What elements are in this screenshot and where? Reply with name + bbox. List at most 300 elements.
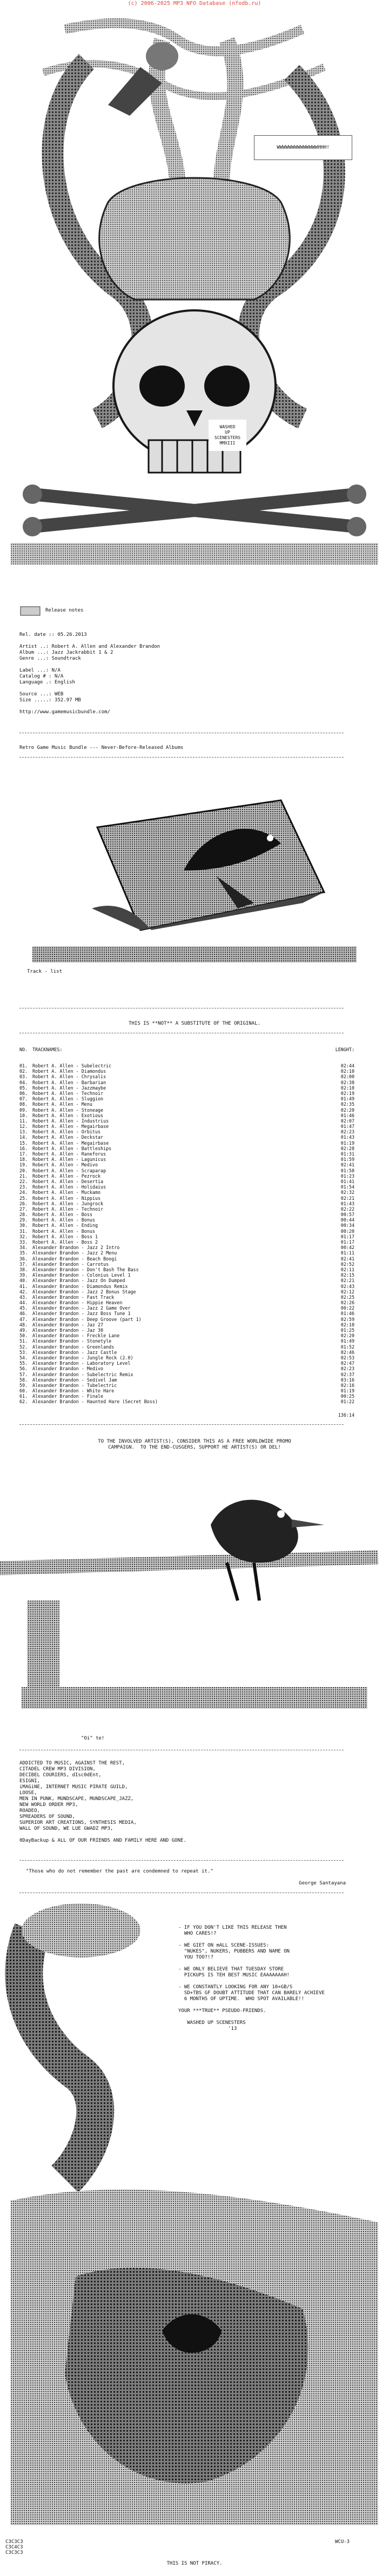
release-info [19,626,389,715]
track-title: Alexander Brandon - Jazz 2 Bonus Stage [32,1289,136,1294]
track-length: 01:54 [340,1184,354,1190]
track-number: 34. [19,1245,28,1251]
track-length: 02:19 [340,1090,354,1096]
quote-text: "Those who do not remember the past are condemned to repeat it." [26,1869,213,1874]
label: Label ...: N/A [19,668,61,673]
track-title: Robert A. Allen - Menu [32,1101,92,1107]
track-row [19,1311,354,1316]
track-length: 01:49 [340,1338,354,1344]
track-row [19,1168,354,1173]
track-number: 13. [19,1129,28,1135]
track-title: Robert A. Allen - Boss [32,1212,92,1218]
track-title: Robert A. Allen - Bonus [32,1217,95,1223]
source: Source ...: WEB [19,692,64,697]
track-length: 00:25 [340,1393,354,1399]
track-number: 10. [19,1112,28,1118]
manifesto-line: YOU TOO?!? [178,1955,214,1960]
track-number: 24. [19,1190,28,1196]
greet-line: LOOSE, [19,1790,37,1796]
track-row [19,1229,354,1234]
track-row [19,1239,354,1245]
track-title: Robert A. Allen - Chrysalis [32,1074,106,1080]
track-title: Alexander Brandon - Laboratory Level [32,1360,131,1366]
track-row [19,1107,354,1113]
track-title: Robert A. Allen - Raneforus [32,1151,106,1157]
track-title: Alexander Brandon - Diamondus Remix [32,1283,128,1289]
track-row [19,1383,354,1388]
track-row [19,1272,354,1278]
track-length: 02:11 [340,1266,354,1272]
album: Album ...: Jazz Jackrabbit 1 & 2 [19,650,113,655]
track-length: 01:19 [340,1388,354,1394]
track-row [19,1393,354,1399]
track-length: 02:10 [340,1068,354,1074]
track-length: 00:20 [340,1228,354,1234]
track-title: Robert A. Allen - Barbarian [32,1079,106,1085]
sign-line: SCENESTERS [214,435,241,440]
quote-author: George Santayana [299,1881,346,1886]
track-length: 00:34 [340,1223,354,1229]
track-number: 37. [19,1261,28,1267]
track-length: 01:17 [340,1233,354,1239]
track-row [19,1212,354,1217]
track-row [19,1338,354,1344]
release-notes-icon [19,606,41,616]
support-note [0,1433,389,1451]
track-length: 02:47 [340,1360,354,1366]
track-number: 51. [19,1338,28,1344]
track-row [19,1206,354,1212]
track-length: 02:07 [340,1118,354,1124]
track-number: 61. [19,1393,28,1399]
track-number: 07. [19,1096,28,1102]
track-number: 22. [19,1178,28,1184]
track-title: Robert A. Allen - Boss 1 [32,1233,98,1239]
track-number: 25. [19,1195,28,1201]
track-title: Alexander Brandon - Jazz 2 Intro [32,1245,120,1251]
track-title: Robert A. Allen - Lagunicus [32,1157,106,1163]
track-number: 20. [19,1167,28,1173]
track-length: 02:00 [340,1074,354,1080]
track-number: 03. [19,1074,28,1080]
track-row [19,1360,354,1366]
track-row [19,1129,354,1134]
track-row [19,1278,354,1283]
track-title: Alexander Brandon - Haunted Hare (Secret Boss) [32,1399,158,1405]
track-number: 04. [19,1079,28,1085]
greets [19,1761,389,1844]
track-title: Alexander Brandon - Greenlands [32,1344,115,1350]
track-length: 01:19 [340,1140,354,1146]
divider [19,757,344,758]
track-length: 02:41 [340,1256,354,1262]
track-row [19,1223,354,1228]
track-number: 28. [19,1212,28,1218]
track-number: 29. [19,1217,28,1223]
track-row [19,1184,354,1190]
track-title: Robert A. Allen - Megairbase [32,1124,109,1130]
bird-scroll-art [0,768,389,973]
track-row [19,1068,354,1074]
track-title: Robert A. Allen - Boss 2 [32,1239,98,1245]
track-row [19,1322,354,1327]
site-header: (c) 2006-2025 MP3 NFO Database (nfodb.ru) [128,1,261,6]
manifesto [178,1925,373,2032]
track-length: 01:46 [340,1112,354,1118]
track-row [19,1262,354,1267]
track-number: 45. [19,1305,28,1311]
track-number: 02. [19,1068,28,1074]
track-title: Robert A. Allen - Orbitus [32,1129,101,1135]
track-title: Alexander Brandon - Sedivel Jam [32,1377,117,1383]
oi-te-label: "Oi" te! [81,1736,105,1741]
manifesto-line: '13 [178,2026,237,2031]
track-number: 09. [19,1107,28,1113]
track-length: 02:46 [340,1349,354,1355]
track-row [19,1267,354,1272]
track-number: 55. [19,1360,28,1366]
artist: Artist ..: Robert A. Allen and Alexander Brandon [19,644,160,649]
track-number: 53. [19,1349,28,1355]
greet-line: CITADEL CREW MP3 DIVISION, [19,1767,96,1772]
track-length: 02:44 [340,1063,354,1068]
track-length: 02:43 [340,1283,354,1289]
total-time: 136:14 [338,1412,354,1418]
manifesto-line [178,1961,373,1967]
track-title: Alexander Brandon - Jazz On Dumped [32,1278,125,1284]
track-number: 62. [19,1399,28,1405]
track-length: 02:38 [340,1079,354,1085]
track-number: 12. [19,1124,28,1130]
release-notes-label: Release notes [45,608,84,613]
track-title: Alexander Brandon - Freckle Lane [32,1333,120,1339]
track-row [19,1350,354,1355]
manifesto-line: WHO CARES!? [178,1931,217,1936]
track-row [19,1294,354,1300]
track-length: 02:22 [340,1206,354,1212]
track-number: 40. [19,1278,28,1284]
manifesto-line: - WE ONLY BELIEVE THAT TUESDAY STORE [178,1967,284,1972]
track-number: 54. [19,1355,28,1360]
track-length: 02:37 [340,1371,354,1377]
track-length: 01:47 [340,1124,354,1130]
track-title: Robert A. Allen - Muckamo [32,1190,101,1196]
track-length: 02:52 [340,1261,354,1267]
track-title: Alexander Brandon - Finale [32,1393,104,1399]
track-row [19,1085,354,1091]
track-number: 33. [19,1239,28,1245]
track-row [19,1317,354,1322]
track-number: 35. [19,1250,28,1256]
track-number: 58. [19,1377,28,1383]
track-number: 36. [19,1256,28,1262]
track-row [19,1284,354,1289]
track-title: Alexander Brandon - Jazz 2 Game Over [32,1305,131,1311]
manifesto-line: "NUKES", NUKERS, PUBBERS AND NAME ON [178,1949,290,1954]
track-number: 50. [19,1333,28,1339]
track-row [19,1101,354,1107]
track-length: 02:21 [340,1278,354,1284]
track-length: 02:10 [340,1322,354,1327]
track-length: 02:23 [340,1366,354,1372]
track-number: 57. [19,1371,28,1377]
track-length: 03:16 [340,1377,354,1383]
header-num: NO. [19,1047,28,1052]
track-title: Alexander Brandon - Hippie Heaven [32,1300,123,1306]
track-title: Alexander Brandon - Jazz Castle [32,1349,117,1355]
track-title: Robert A. Allen - Scraparap [32,1167,106,1173]
track-row [19,1399,354,1404]
track-number: 14. [19,1134,28,1140]
manifesto-line: 6 MONTHS OF UPTIME. WHO SPOT AVAILABLE!! [178,1996,304,2002]
manifesto-line [178,2014,373,2020]
track-length: 02:41 [340,1162,354,1168]
track-number: 21. [19,1173,28,1179]
track-number: 06. [19,1090,28,1096]
track-length: 02:10 [340,1085,354,1091]
track-title: Robert A. Allen - Subelectric [32,1063,112,1068]
track-number: 46. [19,1311,28,1317]
track-length: 00:57 [340,1212,354,1218]
track-number: 59. [19,1382,28,1388]
track-number: 23. [19,1184,28,1190]
track-title: Alexander Brandon - White Hare [32,1388,115,1394]
manifesto-line [178,1979,373,1984]
track-row [19,1377,354,1383]
track-title: Alexander Brandon - Tubelectric [32,1382,117,1388]
track-row [19,1140,354,1146]
track-number: 26. [19,1200,28,1206]
track-length: 02:23 [340,1129,354,1135]
track-row [19,1146,354,1151]
track-length: 01:52 [340,1344,354,1350]
divider [19,1860,344,1861]
track-title: Robert A. Allen - Ending [32,1223,98,1229]
track-number: 42. [19,1289,28,1294]
tag-line: C3C4C3 [5,2545,23,2550]
track-row [19,1134,354,1140]
track-length: 02:12 [340,1289,354,1294]
track-number: 38. [19,1266,28,1272]
track-length: 02:26 [340,1300,354,1306]
track-length: 01:11 [340,1250,354,1256]
track-row [19,1063,354,1068]
track-row [19,1250,354,1256]
track-title: Alexander Brandon - Jaz 27 [32,1322,104,1327]
group-sign [209,420,246,451]
track-title: Alexander Brandon - Medivo [32,1366,104,1372]
track-title: Robert A. Allen - Exotious [32,1112,104,1118]
track-title: Robert A. Allen - Deckstar [32,1134,104,1140]
track-number: 60. [19,1388,28,1394]
track-number: 31. [19,1228,28,1234]
track-row [19,1151,354,1157]
track-row [19,1245,354,1250]
track-length: 02:28 [340,1145,354,1151]
manifesto-line: PICKUPS IS TEH BEST MUSIC EAAAAAAAH! [178,1973,290,1978]
track-title: Robert A. Allen - Pezrock [32,1173,101,1179]
track-length: 01:25 [340,1327,354,1333]
track-title: Alexander Brandon - Jungle Rock (2.0) [32,1355,133,1360]
manifesto-line: - WE GIET ON mALL SCENE-ISSUES: [178,1943,269,1948]
greet-line: SUPERIOR ART CREATIONS, SYNTHESIS MEDIA, [19,1820,137,1825]
track-number: 19. [19,1162,28,1168]
manifesto-line [178,1937,373,1943]
language: Language .: English [19,680,75,685]
track-length: 01:46 [340,1311,354,1317]
track-length: 02:25 [340,1294,354,1300]
track-number: 15. [19,1140,28,1146]
track-length: 01:17 [340,1239,354,1245]
track-title: Robert A. Allen - Desertia [32,1178,104,1184]
track-row [19,1234,354,1239]
track-row [19,1091,354,1096]
track-number: 18. [19,1157,28,1163]
track-number: 05. [19,1085,28,1091]
track-header [19,1047,354,1052]
header-length: LENGHT: [335,1047,354,1052]
track-row [19,1355,354,1360]
greet-line: NEW WORLD ORDER MP3, [19,1802,78,1808]
track-length: 02:16 [340,1382,354,1388]
track-length: 02:35 [340,1101,354,1107]
track-title: Alexander Brandon - Jaz 30 [32,1327,104,1333]
track-row [19,1289,354,1294]
track-row [19,1333,354,1338]
track-number: 11. [19,1118,28,1124]
skull-ascii-art [0,8,389,575]
track-row [19,1300,354,1305]
greet-line: SPREADERS OF SOUND, [19,1814,75,1820]
track-length: 02:20 [340,1107,354,1113]
header-name: TRACKNAMES: [32,1047,63,1052]
track-title: Alexander Brandon - Jazz 2 Menu [32,1250,117,1256]
track-length: 01:49 [340,1096,354,1102]
track-title: Robert A. Allen - Industrius [32,1118,109,1124]
track-title: Alexander Brandon - Carrotus [32,1261,109,1267]
track-number: 17. [19,1151,28,1157]
track-title: Robert A. Allen - Battleships [32,1145,112,1151]
url[interactable]: http://www.gamemusicbundle.com/ [19,709,110,715]
track-row [19,1256,354,1262]
substitute-note: THIS IS **NOT** A SUBSTITUTE OF THE ORIGINAL. [129,1021,260,1026]
greet-line: MEN IN PUNK, MUNDSCAPE, MUNDSCAPE_JAZZ, [19,1796,134,1802]
track-title: Robert A. Allen - Jazzmaybe [32,1085,106,1091]
track-number: 44. [19,1300,28,1306]
track-number: 43. [19,1294,28,1300]
track-title: Alexander Brandon - Beach Boogi [32,1256,117,1262]
track-row [19,1113,354,1118]
track-number: 48. [19,1322,28,1327]
track-row [19,1118,354,1124]
track-row [19,1080,354,1085]
track-row [19,1173,354,1179]
greet-line: iMAGiNE, INTERNET MUSIC PIRATE GUILD, [19,1784,128,1790]
track-length: 01:59 [340,1157,354,1163]
greet-line: ADDICTED TO MUSIC, AGAINST THE REST, [19,1761,125,1766]
track-title: Alexander Brandon - Deep Groove (part 1) [32,1316,142,1322]
track-row [19,1327,354,1333]
track-title: Robert A. Allen - Megairbase [32,1140,109,1146]
manifesto-line: - WE CONSTANTLY LOOKING FOR ANY 10+GB/S [178,1984,293,1990]
sign-line: MMXIII [219,441,236,446]
tag-line: C3C3C3 [5,2550,23,2555]
track-number: 08. [19,1101,28,1107]
track-title: Robert A. Allen - Technoir [32,1090,104,1096]
track-length: 01:22 [340,1399,354,1405]
track-row [19,1372,354,1377]
track-number: 16. [19,1145,28,1151]
track-row [19,1388,354,1393]
track-number: 32. [19,1233,28,1239]
track-row [19,1217,354,1223]
track-row [19,1162,354,1167]
bottom-right-tag: WCU-3 [335,2539,350,2545]
perched-bird-art [0,1460,389,1730]
track-title: Robert A. Allen - Nippius [32,1195,101,1201]
track-row [19,1366,354,1371]
greet-line: 0DayBackup & ALL OF OUR FRIENDS AND FAMILY HERE AND GONE. [19,1838,186,1843]
track-title: Alexander Brandon - Don't Bash The Bass [32,1266,139,1272]
divider [19,1424,344,1425]
track-row [19,1157,354,1162]
track-number: 41. [19,1283,28,1289]
track-row [19,1179,354,1184]
track-number: 49. [19,1327,28,1333]
track-row [19,1305,354,1311]
track-title: Robert A. Allen - Diamondus [32,1068,106,1074]
track-length: 00:44 [340,1217,354,1223]
track-list [19,1063,354,1405]
track-number: 39. [19,1272,28,1278]
manifesto-line: YOUR ***TRUE** PSEUDO-FRIENDS. [178,2008,266,2014]
track-list-label: Track - list [27,969,63,974]
track-length: 00:42 [340,1245,354,1251]
track-row [19,1196,354,1201]
greet-line: ESIGNI, [19,1778,40,1784]
manifesto-line: - IF YOU DON'T LIKE THIS RELEASE THEN [178,1925,287,1930]
track-row [19,1201,354,1206]
rel-date: Rel. date :: 05.26.2013 [19,632,87,638]
track-title: Alexander Brandon - Fast Track [32,1294,115,1300]
bottom-left-tags [5,2539,23,2555]
track-title: Robert A. Allen - Jungrock [32,1200,104,1206]
greet-line: DECIBEL COURIERS, dIsc0dEnt, [19,1772,102,1778]
track-length: 01:31 [340,1151,354,1157]
closing-line: THIS IS NOT PIRACY. [166,2561,223,2566]
track-title: Alexander Brandon - Stonetyle [32,1338,112,1344]
track-row [19,1124,354,1129]
track-number: 01. [19,1063,28,1068]
speech-badge: WWWWWWWWWWWWWWHHH! [254,135,352,160]
catalog: Catalog # : N/A [19,674,64,679]
genre: Genre ...: Soundtrack [19,656,81,661]
track-length: 02:32 [340,1190,354,1196]
track-length: 01:58 [340,1167,354,1173]
manifesto-line: SD+TBS GF DOUBT ATTITUDE THAT CAN BARELY ACHIEVE [178,1990,325,1996]
track-title: Robert A. Allen - Bonus [32,1228,95,1234]
track-number: 30. [19,1223,28,1229]
track-length: 02:20 [340,1333,354,1339]
bundle-line: Retro Game Music Bundle --- Never-Before-Released Albums [19,745,184,751]
track-title: Alexander Brandon - Jazz Boss Tune 1 [32,1311,131,1317]
support-line: TO THE INVOLVED ARTIST(S), CONSIDER THIS AS A FREE WORLDWIDE PROMO [98,1439,291,1444]
track-title: Robert A. Allen - Sluggion [32,1096,104,1102]
track-length: 02:59 [340,1316,354,1322]
track-row [19,1344,354,1350]
track-row [19,1096,354,1101]
size: Size .....: 352.97 MB [19,698,81,703]
